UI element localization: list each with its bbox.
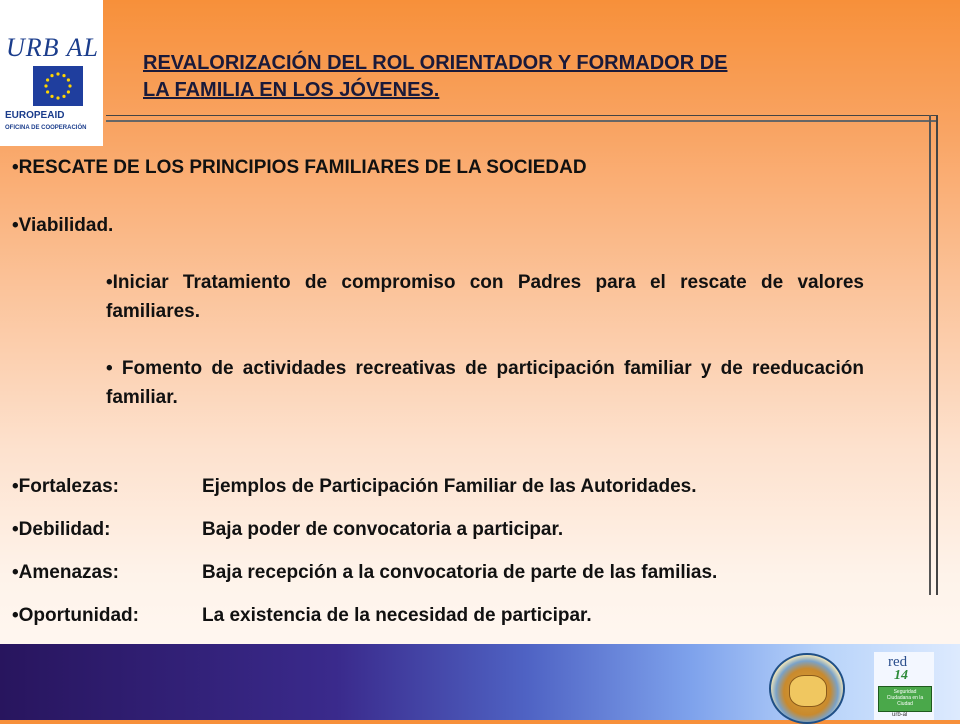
swot-label-debilidad: •Debilidad: — [12, 519, 111, 540]
frame-top-border — [106, 115, 936, 122]
llama-emblem-icon — [789, 675, 827, 707]
swot-label-oportunidad: •Oportunidad: — [12, 605, 139, 626]
title-line-1: REVALORIZACIÓN DEL ROL ORIENTADOR Y FORMADOR DE — [143, 52, 728, 74]
bullet-fomento: • Fomento de actividades recreativas de participación familiar y de reeducación familiar. — [106, 358, 864, 408]
bullet-viabilidad: •Viabilidad. — [12, 215, 114, 236]
slide-title — [143, 50, 883, 104]
urbal-logo-text: URB AL — [6, 33, 99, 62]
red-logo-number: 14 — [894, 668, 908, 683]
urbal-europeaid-logo — [0, 0, 103, 146]
urbal-small-text: urb-al — [892, 712, 908, 718]
red-logo-text: red — [888, 654, 908, 670]
swot-value-fortalezas: Ejemplos de Participación Familiar de las Autoridades. — [202, 476, 697, 497]
bullet-iniciar: •Iniciar Tratamiento de compromiso con Padres para el rescate de valores familiares. — [106, 272, 864, 322]
swot-value-oportunidad: La existencia de la necesidad de participar. — [202, 605, 592, 626]
swot-value-amenazas: Baja recepción a la convocatoria de parte de las familias. — [202, 562, 718, 583]
eu-flag-icon — [33, 66, 83, 106]
title-line-2: LA FAMILIA EN LOS JÓVENES. — [143, 79, 440, 101]
swot-label-amenazas: •Amenazas: — [12, 562, 119, 583]
oficina-label: OFICINA DE COOPERACIÓN — [5, 125, 87, 131]
bullet-rescate: •RESCATE DE LOS PRINCIPIOS FAMILIARES DE LA SOCIEDAD — [12, 157, 587, 178]
frame-right-border — [929, 115, 938, 595]
seguridad-badge — [878, 686, 932, 712]
seguridad-badge-text: Seguridad Ciudadana en la Ciudad — [886, 689, 924, 707]
swot-label-fortalezas: •Fortalezas: — [12, 476, 119, 497]
swot-value-debilidad: Baja poder de convocatoria a participar. — [202, 519, 564, 540]
europeaid-label: EUROPEAID — [5, 110, 65, 121]
red14-logo — [874, 652, 934, 720]
municipality-seal-icon — [769, 653, 845, 724]
